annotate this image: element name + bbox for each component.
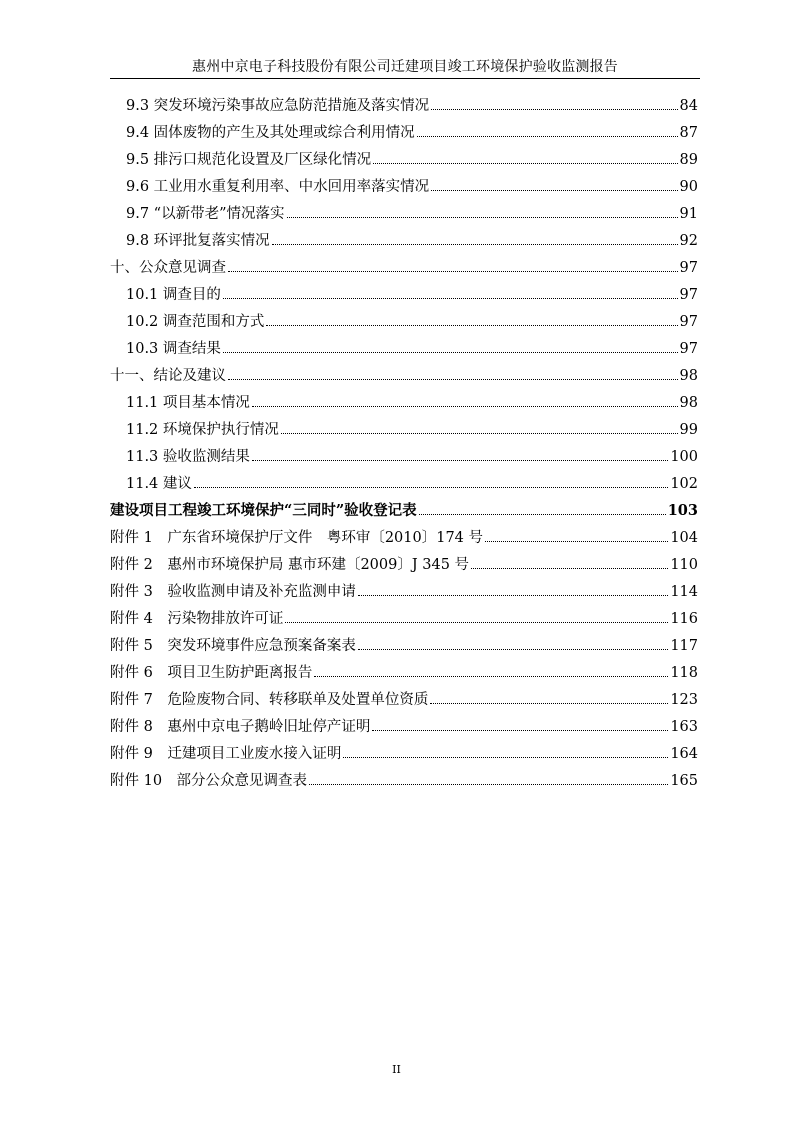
toc-entry-title: 9.5 排污口规范化设置及厂区绿化情况: [126, 152, 372, 168]
toc-entry-page: 98: [679, 368, 698, 384]
toc-entry-page: 118: [670, 665, 698, 681]
toc-entry-page: 98: [679, 395, 698, 411]
toc-entry-title: 附件 2 惠州市环境保护局 惠市环建〔2009〕J 345 号: [110, 557, 470, 573]
toc-entry-page: 123: [670, 692, 698, 708]
page-header: 惠州中京电子科技股份有限公司迁建项目竣工环境保护验收监测报告: [192, 59, 618, 75]
toc-entry-page: 103: [667, 502, 698, 519]
toc-dot-leader: [314, 675, 668, 677]
toc-entry-title: 十、公众意见调查: [110, 260, 226, 276]
toc-entry[interactable]: [110, 95, 698, 117]
toc-entry-title: 附件 4 污染物排放许可证: [110, 611, 284, 627]
toc-entry-title: 9.3 突发环境污染事故应急防范措施及落实情况: [126, 98, 430, 114]
toc-entry-page: 87: [679, 125, 698, 141]
toc-entry-page: 97: [679, 260, 698, 276]
toc-entry-title: 10.1 调查目的: [126, 287, 221, 303]
toc-entry[interactable]: [110, 365, 698, 387]
toc-entry[interactable]: [110, 716, 698, 738]
toc-entry[interactable]: [110, 662, 698, 684]
toc-dot-leader: [223, 297, 678, 299]
toc-dot-leader: [431, 189, 677, 191]
toc-entry-title: 建设项目工程竣工环境保护“三同时”验收登记表: [110, 502, 417, 519]
toc-dot-leader: [471, 567, 668, 569]
toc-dot-leader: [358, 594, 668, 596]
toc-entry-page: 163: [670, 719, 698, 735]
toc-entry[interactable]: [110, 554, 698, 576]
toc-entry[interactable]: [110, 500, 698, 522]
toc-entry[interactable]: [110, 527, 698, 549]
toc-entry-title: 10.2 调查范围和方式: [126, 314, 265, 330]
toc-dot-leader: [228, 378, 678, 380]
toc-entry[interactable]: [110, 176, 698, 198]
toc-dot-leader: [343, 756, 668, 758]
toc-dot-leader: [287, 216, 678, 218]
toc-dot-leader: [228, 270, 678, 272]
toc-entry[interactable]: [110, 446, 698, 468]
toc-entry-page: 117: [670, 638, 698, 654]
toc-entry-title: 11.4 建议: [126, 476, 192, 492]
toc-entry-title: 11.3 验收监测结果: [126, 449, 250, 465]
toc-entry-page: 92: [679, 233, 698, 249]
toc-entry-title: 11.2 环境保护执行情况: [126, 422, 279, 438]
toc-dot-leader: [309, 783, 668, 785]
toc-entry-title: 附件 3 验收监测申请及补充监测申请: [110, 584, 356, 600]
toc-entry-page: 97: [679, 314, 698, 330]
toc-entry-title: 附件 8 惠州中京电子鹅岭旧址停产证明: [110, 719, 371, 735]
toc-dot-leader: [252, 405, 678, 407]
toc-dot-leader: [431, 108, 677, 110]
toc-entry[interactable]: [110, 581, 698, 603]
toc-dot-leader: [373, 162, 677, 164]
toc-entry[interactable]: [110, 230, 698, 252]
toc-entry-title: 9.4 固体废物的产生及其处理或综合利用情况: [126, 125, 415, 141]
toc-dot-leader: [194, 486, 668, 488]
toc-entry-page: 116: [670, 611, 698, 627]
toc-entry[interactable]: [110, 419, 698, 441]
toc-entry-page: 89: [679, 152, 698, 168]
toc-dot-leader: [266, 324, 677, 326]
toc-dot-leader: [223, 351, 678, 353]
toc-entry-page: 97: [679, 341, 698, 357]
toc-dot-leader: [417, 135, 678, 137]
toc-entry[interactable]: [110, 635, 698, 657]
toc-entry[interactable]: [110, 122, 698, 144]
toc-dot-leader: [272, 243, 678, 245]
toc-entry-title: 附件 9 迁建项目工业废水接入证明: [110, 746, 342, 762]
toc-dot-leader: [485, 540, 668, 542]
toc-entry[interactable]: [110, 392, 698, 414]
toc-entry-title: 11.1 项目基本情况: [126, 395, 250, 411]
toc-entry-title: 附件 5 突发环境事件应急预案备案表: [110, 638, 356, 654]
toc-entry-title: 附件 1 广东省环境保护厅文件 粤环审〔2010〕174 号: [110, 530, 484, 546]
toc-entry-title: 附件 10 部分公众意见调查表: [110, 773, 308, 789]
toc-entry-page: 84: [679, 98, 698, 114]
toc-entry-page: 165: [670, 773, 698, 789]
toc-dot-leader: [430, 702, 668, 704]
toc-entry-page: 110: [670, 557, 698, 573]
toc-entry[interactable]: [110, 284, 698, 306]
toc-entry[interactable]: [110, 149, 698, 171]
toc-entry-page: 164: [670, 746, 698, 762]
toc-entry-page: 91: [679, 206, 698, 222]
toc-entry-title: 9.7 “以新带老”情况落实: [126, 206, 285, 222]
toc-dot-leader: [252, 459, 668, 461]
toc-entry-page: 114: [670, 584, 698, 600]
toc-dot-leader: [372, 729, 668, 731]
toc-entry[interactable]: [110, 608, 698, 630]
toc-entry-title: 9.8 环评批复落实情况: [126, 233, 270, 249]
page-number: II: [392, 1063, 401, 1076]
toc-entry[interactable]: [110, 203, 698, 225]
toc-entry-title: 附件 7 危险废物合同、转移联单及处置单位资质: [110, 692, 429, 708]
toc-dot-leader: [285, 621, 668, 623]
toc-entry-title: 十一、结论及建议: [110, 368, 226, 384]
toc-entry[interactable]: [110, 689, 698, 711]
toc-entry-title: 9.6 工业用水重复利用率、中水回用率落实情况: [126, 179, 430, 195]
toc-entry[interactable]: [110, 743, 698, 765]
toc-dot-leader: [358, 648, 668, 650]
toc-entry[interactable]: [110, 338, 698, 360]
toc-entry[interactable]: [110, 257, 698, 279]
toc-entry[interactable]: [110, 473, 698, 495]
toc-entry-page: 100: [670, 449, 698, 465]
toc-entry-page: 97: [679, 287, 698, 303]
header-rule: [110, 78, 700, 79]
toc-dot-leader: [281, 432, 678, 434]
toc-entry-page: 102: [670, 476, 698, 492]
toc-entry-page: 99: [679, 422, 698, 438]
toc-entry-page: 90: [679, 179, 698, 195]
toc-dot-leader: [419, 513, 666, 515]
toc-entry-title: 附件 6 项目卫生防护距离报告: [110, 665, 313, 681]
toc-entry[interactable]: [110, 770, 698, 792]
toc-entry-page: 104: [670, 530, 698, 546]
toc-entry[interactable]: [110, 311, 698, 333]
toc-entry-title: 10.3 调查结果: [126, 341, 221, 357]
